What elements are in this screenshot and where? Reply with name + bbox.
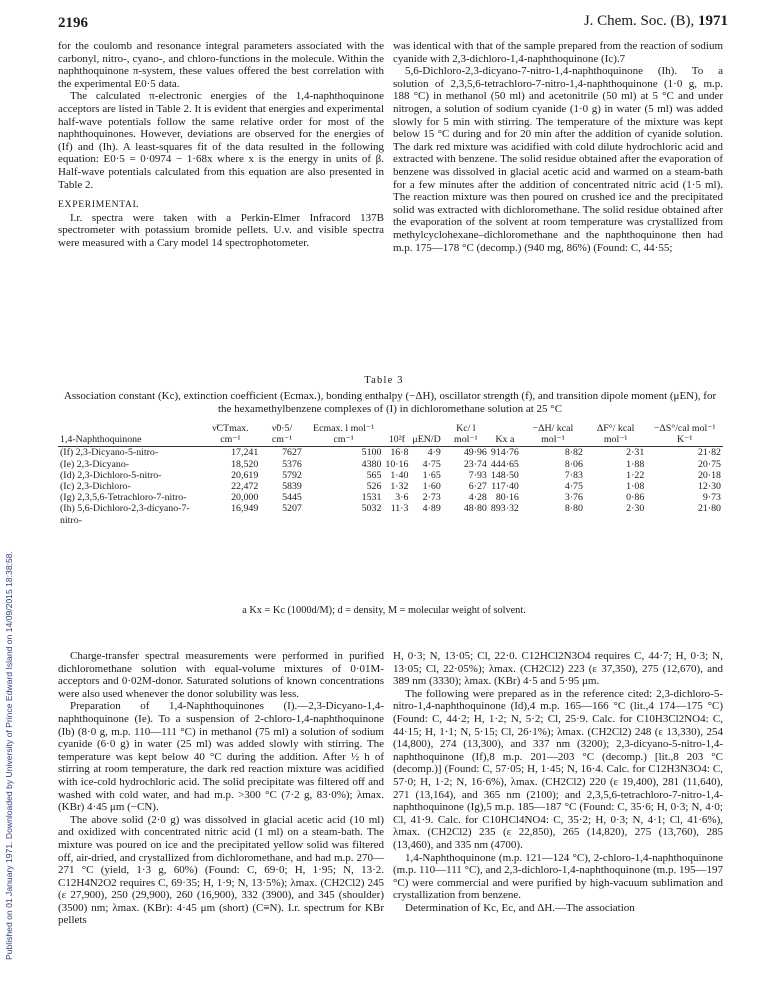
paragraph: The following were prepared as in the reference cited: 2,3-dichloro-5-nitro-1,4-naphthoquinone (Id),4 m.p. 165—166 °C (lit.,4 174—175 °C) (Found: C, 44·2; H, 1·2; N, 5·2; Cl, 25·9. Calc. for C10H3Cl2NO4: C, 44·15; H, 1·1; N, 5·15; Cl, 26·1%); λmax. (CH2Cl2) 248 (ε 13,330), 254 (14,800), 274 (13,300), and 337 nm (3200); 2,3-dicyano-5-nitro-1,4-naphthoquinone (If),8 m.p. 201—203 °C (decomp.) [lit.,8 203 °C (decomp.)] (Found: C, 57·05; H, 1·45; N, 16·4. Calc. for C12H3N3O4: C, 57·0; H, 1·2; N, 16·6%), λmax. (CH2Cl2) 220 (ε 19,400), 281 (11,640), 271 (13,164), and 365 nm (2100); and 2,3,5,6-tetrachloro-7-nitro-1,4-naphthoquinone (Ig),5 m.p. 185—187 °C (Found: C, 35·6; H, 0·3; N, 4·0; Cl, 41·9. Calc. for C10HCl4NO4: C, 35·2; H, 0·3; N, 4·1; Cl, 41·6%), λmax. (CH2Cl2) 235 (ε 22,850), 265 (14,820), 275 (13,760), 285 (13,460), and 335 nm (4700).: [393, 687, 723, 851]
journal-name: J. Chem. Soc. (B),: [583, 13, 698, 29]
table-cell: 5839: [282, 481, 302, 493]
table-cell: 5100: [361, 447, 382, 459]
table-cell: 1·65: [422, 469, 441, 481]
paragraph: 5,6-Dichloro-2,3-dicyano-7-nitro-1,4-naphthoquinone (Ih). To a solution of 2,3,5,6-tetrachloro-7-nitro-1,4-naphthoquinone (1·0 g, m.p. 188 °C) in methanol (50 ml) and acetonitrile (50 ml) at 5 °C and under nitrogen, a solution of sodium cyanide (1·0 g) in water (5 ml) was added slowly for 5 min with stirring. The temperature of the mixture was kept below 15 °C during and for 20 min after the addition of cyanide solution. The dark red mixture was acidified with cold dilute hydrochloric acid and extracted with benzene. The solid residue obtained after the evaporation of benzene was dissolved in glacial acetic acid and warmed on a steam-bath for a few minutes after the addition of concentrated nitric acid (1·5 ml). The reaction mixture was then poured on crushed ice and the precipitated solid was extracted with dichloromethane. The solid residue obtained after the evaporation of the solvent at room temperature was crystallized from methylcyclohexane–dichloromethane and the naphthoquinone then had m.p. 175—178 °C (decomp.) (940 mg, 86%) (Found: C, 44·55;: [393, 65, 723, 254]
table-cell: 12·30: [697, 481, 721, 493]
paragraph: Determination of Kc, Ec, and ΔH.—The association: [405, 901, 635, 914]
table-cell: 20·75: [697, 458, 721, 470]
table-cell: 5032: [361, 503, 382, 515]
table-footnote: a Kx = Kc (1000d/M); d = density, M = molecular weight of solvent.: [242, 605, 526, 616]
table-cell: 22,472: [231, 481, 259, 493]
table-row: [58, 492, 723, 503]
table-row: [58, 503, 723, 525]
publication-note: Published on 01 January 1971. Downloaded by University of Prince Edward Island on 14/09/2015 18:38:58.: [4, 551, 14, 960]
column-header: Kc/ l mol⁻¹: [454, 423, 478, 446]
table-cell: 20,619: [231, 469, 259, 481]
table-cell: 148·50: [490, 469, 519, 481]
table-cell: 526: [366, 481, 382, 493]
paragraph: Charge-transfer spectral measurements were performed in purified dichloromethane solution with equal-volume mixtures of 0·01M-acceptors and 0·02M-donor. Saturated solutions of known concentrations were also used whenever the donor solubility was less.: [58, 650, 384, 700]
page-number: 2196: [58, 15, 88, 31]
table-cell: 49·96: [463, 447, 487, 459]
table-header-row: [58, 422, 723, 447]
row-compound: (Ig) 2,3,5,6-Tetrachloro-7-nitro-: [60, 492, 187, 504]
paragraph: H, 0·3; N, 13·05; Cl, 22·0. C12HCl2N3O4 requires C, 44·7; H, 0·3; N, 13·05; Cl, 22·05%); λmax. (CH2Cl2) 223 (ε 37,350), 275 (12,670), and 389 nm (3330); λmax. (KBr) 4·5 and 5·95 μm.: [393, 650, 723, 688]
table-cell: 117·40: [491, 481, 519, 493]
table-cell: 0·86: [626, 492, 645, 504]
table-cell: 21·80: [697, 503, 721, 515]
column-header: 1,4-Naphthoquinone: [60, 434, 142, 446]
journal-header: [584, 13, 728, 30]
paragraph: I.r. spectra were taken with a Perkin-Elmer Infracord 137B spectrometer with potassium bromide pellets. U.v. and visible spectra were measured with a Cary model 14 spectrophotometer.: [58, 211, 384, 249]
table-cell: 6·27: [468, 481, 487, 493]
table-cell: 8·82: [564, 447, 583, 459]
table-cell: 5376: [282, 458, 302, 470]
table-cell: 4·75: [564, 481, 583, 493]
table-row: [58, 481, 723, 492]
table-cell: 48·80: [463, 503, 487, 515]
table-cell: 16·8: [390, 447, 409, 459]
paragraph: was identical with that of the sample prepared from the reaction of sodium cyanide with 2,3-dichloro-1,4-naphthoquinone (Ic).7: [393, 40, 723, 65]
table-cell: 20·18: [697, 469, 721, 481]
column-header: ν̃CTmax. cm⁻¹: [212, 423, 249, 446]
table-cell: 4380: [361, 458, 382, 470]
table-cell: 444·65: [490, 458, 519, 470]
row-compound: (Id) 2,3-Dichloro-5-nitro-: [60, 469, 162, 481]
section-heading: EXPERIMENTAL: [58, 199, 140, 211]
table-cell: 893·32: [490, 503, 519, 515]
paragraph: The above solid (2·0 g) was dissolved in glacial acetic acid (10 ml) and oxidized with concentrated nitric acid (1 ml) on a steam-bath. The mixture was poured on ice and the precipitated yellow solid was filtered off, air-dried, and crystallized from dichloromethane, and had m.p. 270—271 °C (yield, 1·3 g, 60%) (Found: C, 69·0; H, 1·95; N, 13·2. C12H4N2O2 requires C, 69·35; H, 1·9; N, 13·5%); λmax. (CH2Cl2) 245 (ε 27,900), 250 (29,900), 260 (16,900), 332 (3900), and 345 (shoulder) (3500) nm; λmax. (KBr): 4·45 μm (short) (C≡N). I.r. spectrum for KBr pellets: [58, 813, 384, 927]
column-header: Kx a: [495, 434, 515, 446]
table-cell: 18,520: [231, 458, 259, 470]
table-cell: 1·32: [390, 481, 409, 493]
table-cell: 17,241: [231, 447, 259, 459]
table-cell: 16,949: [231, 503, 259, 515]
paragraph: The calculated π-electronic energies of the 1,4-naphthoquinone acceptors are listed in Table 2. It is evident that energies and experimental half-wave potentials follow the same relative order for most of the naphthoquinones. However, deviations are observed for the energies of (If) and (Ih). A least-squares fit of the data resulted in the following equation: E0·5 = 0·0974 − 1·68x where x is the energy in units of β. Half-wave potentials calculated from this equation are also presented in Table 2.: [58, 90, 384, 191]
row-compound: (Ie) 2,3-Dicyano-: [60, 458, 130, 470]
table-cell: 80·16: [495, 492, 519, 504]
table-cell: 914·76: [490, 447, 519, 459]
table-row: [58, 459, 723, 470]
table-cell: 10·16: [385, 458, 409, 470]
table-cell: 2·31: [626, 447, 645, 459]
table-cell: 2·30: [626, 503, 645, 515]
table-cell: 23·74: [463, 458, 487, 470]
table-cell: 3·76: [564, 492, 583, 504]
table-cell: 20,000: [231, 492, 259, 504]
journal-year: 1971: [698, 13, 728, 29]
column-header: ΔF°/ kcal mol⁻¹: [596, 423, 635, 446]
row-compound: (Ic) 2,3-Dichloro-: [60, 481, 131, 493]
table-cell: 1·40: [390, 469, 409, 481]
table-cell: 1·08: [626, 481, 645, 493]
table-body: [58, 447, 723, 526]
table-cell: 5445: [282, 492, 302, 504]
table-cell: 11·3: [390, 503, 409, 515]
table-row: [58, 447, 723, 459]
row-compound: (If) 2,3-Dicyano-5-nitro-: [60, 447, 159, 459]
table-cell: 4·75: [422, 458, 441, 470]
table-cell: 7627: [282, 447, 302, 459]
column-header: 10²f: [388, 434, 405, 446]
table-cell: 9·73: [702, 492, 721, 504]
table-cell: 1·22: [626, 469, 645, 481]
column-header: −ΔS°/cal mol⁻¹ K⁻¹: [653, 423, 716, 446]
data-table: [58, 422, 723, 526]
column-right-top: [393, 40, 723, 254]
column-header: −ΔH/ kcal mol⁻¹: [532, 423, 574, 446]
table-caption: Association constant (Kc), extinction coefficient (Ecmax.), bonding enthalpy (−ΔH), oscillator strength (f), and transition dipole moment (μEN), for the hexamethylbenzene complexes of (I) in dichloromethane solution at 25 °C: [63, 390, 717, 415]
table-cell: 4·89: [422, 503, 441, 515]
column-header: μEN/D: [412, 434, 441, 446]
paragraph: for the coulomb and resonance integral parameters associated with the carbonyl, nitro-, cyano-, and chloro-functions in the molecule. Within the naphthoquinone π-system, these values offered the best correlation with the experimental E0·5 data.: [58, 40, 384, 90]
table-cell: 5207: [282, 503, 302, 515]
table-cell: 4·28: [468, 492, 487, 504]
column-left-top: [58, 40, 384, 250]
table-cell: 4·9: [427, 447, 441, 459]
table-cell: 21·82: [697, 447, 721, 459]
publication-watermark: [4, 60, 16, 960]
table-cell: 1·88: [626, 458, 645, 470]
table-cell: 7·83: [564, 469, 583, 481]
table-cell: 1·60: [422, 481, 441, 493]
table-cell: 7·93: [468, 469, 487, 481]
table-label: Table 3: [364, 375, 404, 386]
column-header: ν̃0·5/ cm⁻¹: [271, 423, 293, 446]
column-right-bottom: [393, 650, 723, 914]
paragraph: 1,4-Naphthoquinone (m.p. 121—124 °C), 2-chloro-1,4-naphthoquinone (m.p. 110—111 °C), and 2,3-dichloro-1,4-naphthoquinone (m.p. 195—197 °C) were commercial and were purified by high-vacuum sublimation and crystallization from benzene.: [393, 851, 723, 902]
paragraph: Preparation of 1,4-Naphthoquinones (I).—2,3-Dicyano-1,4-naphthoquinone (Ie). To a suspension of 2-chloro-1,4-naphthoquinone (Ib) (8·0 g, m.p. 110—111 °C) in methanol (75 ml) a solution of sodium cyanide (6·0 g) in water (25 ml) was added slowly with stirring. The temperature was kept below 40 °C during the addition. After ½ h of stirring at room temperature, the dark red reaction mixture was acidified with ice-cold hydrochloric acid. The solid precipitate was filtered off and washed with cold water, and had m.p. >300 °C (7·2 g, 83·0%); λmax. (KBr) 4·45 μm (−CN).: [58, 700, 384, 814]
table-cell: 565: [366, 469, 382, 481]
table-cell: 1531: [361, 492, 382, 504]
table-cell: 5792: [282, 469, 302, 481]
table-cell: 8·06: [564, 458, 583, 470]
table-cell: 3·6: [395, 492, 409, 504]
table-cell: 2·73: [422, 492, 441, 504]
column-header: Ecmax. l mol⁻¹ cm⁻¹: [313, 423, 375, 446]
row-compound: (Ih) 5,6-Dichloro-2,3-dicyano-7-nitro-: [60, 503, 190, 526]
table-row: [58, 470, 723, 481]
table-cell: 8·80: [564, 503, 583, 515]
column-left-bottom: [58, 650, 384, 927]
